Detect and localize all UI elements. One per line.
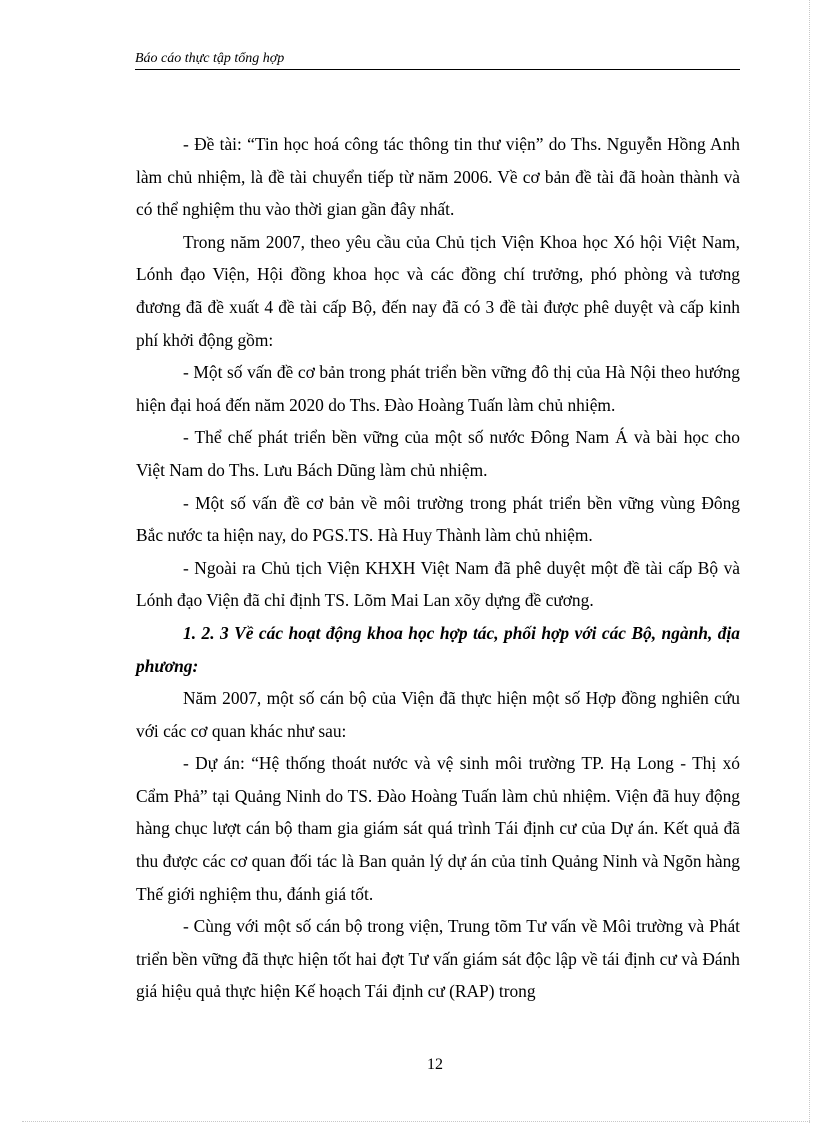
paragraph-northeast-environment: - Một số vấn đề cơ bản về môi trường trong phát triển bền vững vùng Đông Bắc nước ta hiện nay, do PGS.TS. Hà Huy Thành làm chủ nhiệm.: [136, 492, 740, 546]
section-heading: 1. 2. 3 Về các hoạt động khoa học hợp tác, phối hợp với các Bộ, ngành, địa phương:: [136, 622, 740, 676]
running-header: Báo cáo thực tập tổng hợp: [135, 50, 740, 70]
page-number: 12: [427, 1056, 443, 1073]
page-edge-bottom: [22, 1121, 810, 1122]
paragraph-southeast-asia-institutions: - Thể chế phát triển bền vững của một số nước Đông Nam Á và bài học cho Việt Nam do Ths. Lưu Bách Dũng làm chủ nhiệm.: [136, 427, 740, 480]
paragraph-hanoi-urban-development: - Một số vấn đề cơ bản trong phát triển bền vững đô thị của Hà Nội theo hướng hiện đại hoá đến năm 2020 do Ths. Đào Hoàng Tuấn làm chủ nhiệm.: [136, 362, 740, 415]
paragraph-project-library-it: - Đề tài: “Tin học hoá công tác thông tin thư viện” do Ths. Nguyễn Hồng Anh làm chủ nhiệm, là đề tài chuyển tiếp từ năm 2006. Về cơ bản đề tài đã hoàn thành và có thể nghiệm thu vào thời gian gần đây nhất.: [136, 134, 740, 220]
paragraph-research-contracts: Năm 2007, một số cán bộ của Viện đã thực hiện một số Hợp đồng nghiên cứu với các cơ quan khác như sau:: [136, 688, 740, 741]
body-text: [136, 128, 740, 1008]
paragraph-2007-proposals: Trong năm 2007, theo yêu cầu của Chủ tịch Viện Khoa học Xó hội Việt Nam, Lónh đạo Viện, Hội đồng khoa học và các đồng chí trưởng, phó phòng và tương đương đã đề xuất 4 đề tài cấp Bộ, đến nay đã có 3 đề tài được phê duyệt và cấp kinh phí khởi động gồm:: [136, 231, 740, 350]
paragraph-additional-project: - Ngoài ra Chủ tịch Viện KHXH Việt Nam đã phê duyệt một đề tài cấp Bộ và Lónh đạo Viện đã chỉ định TS. Lõm Mai Lan xõy dựng đề cương.: [136, 557, 740, 611]
paragraph-consulting-center: - Cùng với một số cán bộ trong viện, Trung tõm Tư vấn về Môi trường và Phát triển bền vững đã thực hiện tốt hai đợt Tư vấn giám sát độc lập về tái định cư và Đánh giá hiệu quả thực hiện Kế hoạch Tái định cư (RAP) trong: [136, 916, 740, 1002]
paragraph-ha-long-project: - Dự án: “Hệ thống thoát nước và vệ sinh môi trường TP. Hạ Long - Thị xó Cẩm Phả” tại Quảng Ninh do TS. Đào Hoàng Tuấn làm chủ nhiệm. Viện đã huy động hàng chục lượt cán bộ tham gia giám sát quá trình Tái định cư của Dự án. Kết quả đã thu được các cơ quan đối tác là Ban quản lý dự án của tỉnh Quảng Ninh và Ngõn hàng Thế giới nghiệm thu, đánh giá tốt.: [136, 753, 740, 904]
page-edge-right: [809, 0, 810, 1123]
